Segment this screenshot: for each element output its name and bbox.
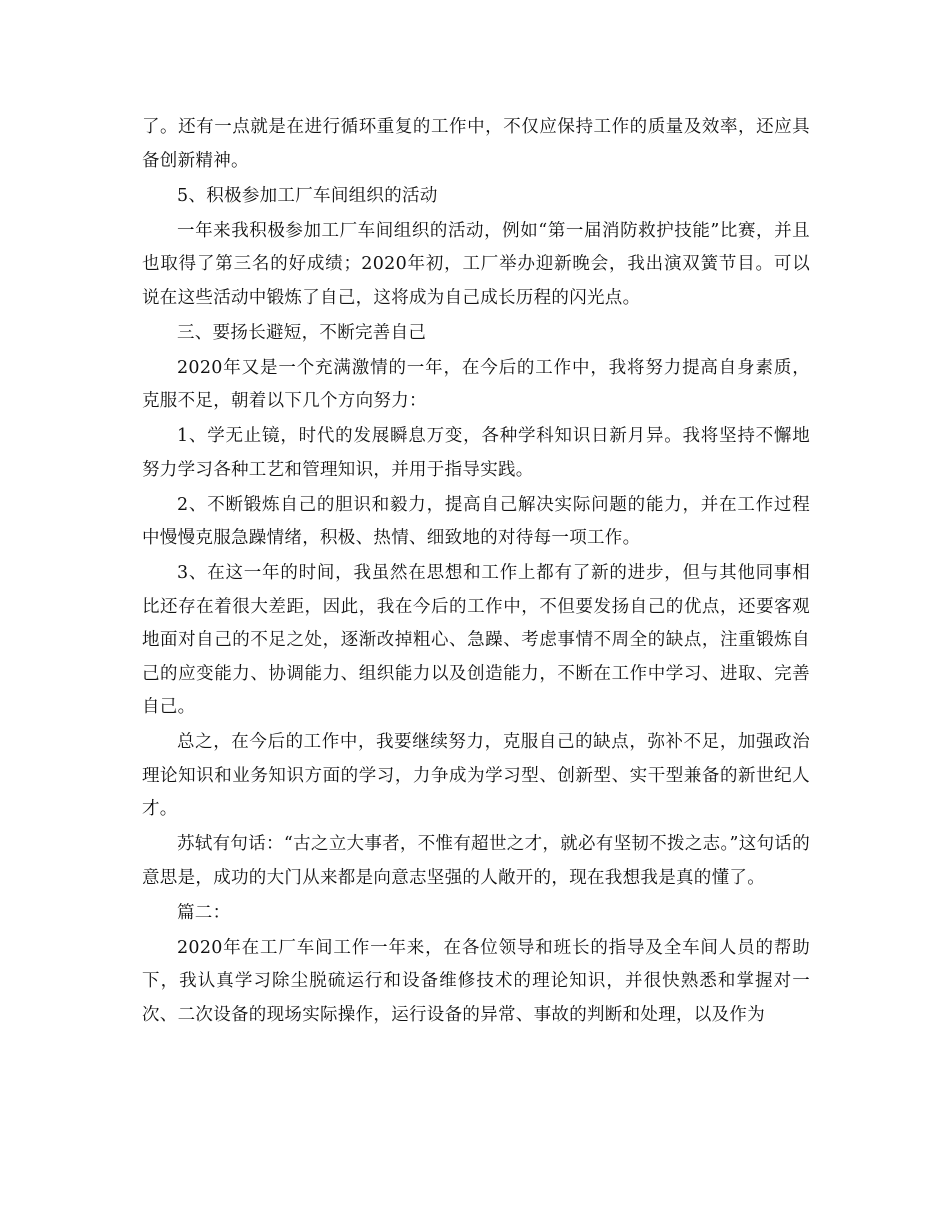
paragraph-summary: 总之，在今后的工作中，我要继续努力，克服自己的缺点，弥补不足，加强政治理论知识和业务知识方面的学习，力争成为学习型、创新型、实干型兼备的新世纪人才。 bbox=[142, 732, 810, 819]
paragraph-quote: 苏轼有句话：“古之立大事者，不惟有超世之才，就必有坚韧不拨之志。”这句话的意思是，成功的大门从来都是向意志坚强的人敞开的，现在我想我是真的懂了。 bbox=[142, 834, 810, 888]
paragraph-continuation: 了。还有一点就是在进行循环重复的工作中，不仅应保持工作的质量及效率，还应具备创新精神。 bbox=[142, 117, 810, 171]
paragraph-part-two: 2020年在工厂车间工作一年来，在各位领导和班长的指导及全车间人员的帮助下，我认真学习除尘脱硫运行和设备维修技术的理论知识，并很快熟悉和掌握对一次、二次设备的现场实际操作，运行设备的异常、事故的判断和处理，以及作为 bbox=[142, 937, 810, 1025]
document-body bbox=[142, 111, 810, 1034]
paragraph-intro-2020: 2020年又是一个充满激情的一年，在今后的工作中，我将努力提高自身素质，克服不足，朝着以下几个方向努力： bbox=[142, 357, 810, 411]
list-item-3: 3、在这一年的时间，我虽然在思想和工作上都有了新的进步，但与其他同事相比还存在着很大差距，因此，我在今后的工作中，不但要发扬自己的优点，还要客观地面对自己的不足之处，逐渐改掉粗心、急躁、考虑事情不周全的缺点，注重锻炼自己的应变能力、协调能力、组织能力以及创造能力，不断在工作中学习、进取、完善自己。 bbox=[142, 563, 810, 717]
paragraph-activities: 一年来我积极参加工厂车间组织的活动，例如“第一届消防救护技能”比赛，并且也取得了第三名的好成绩；2020年初，工厂举办迎新晚会，我出演双簧节目。可以说在这些活动中锻炼了自己，这将成为自己成长历程的闪光点。 bbox=[142, 220, 810, 308]
list-item-1: 1、学无止镜，时代的发展瞬息万变，各种学科知识日新月异。我将坚持不懈地努力学习各种工艺和管理知识，并用于指导实践。 bbox=[142, 426, 810, 480]
section-heading-improve: 三、要扬长避短，不断完善自己 bbox=[177, 322, 427, 343]
section-heading-part-two: 篇二： bbox=[177, 902, 231, 923]
section-heading-activities: 5、积极参加工厂车间组织的活动 bbox=[177, 185, 438, 206]
list-item-2: 2、不断锻炼自己的胆识和毅力，提高自己解决实际问题的能力，并在工作过程中慢慢克服急躁情绪，积极、热情、细致地的对待每一项工作。 bbox=[142, 494, 810, 548]
